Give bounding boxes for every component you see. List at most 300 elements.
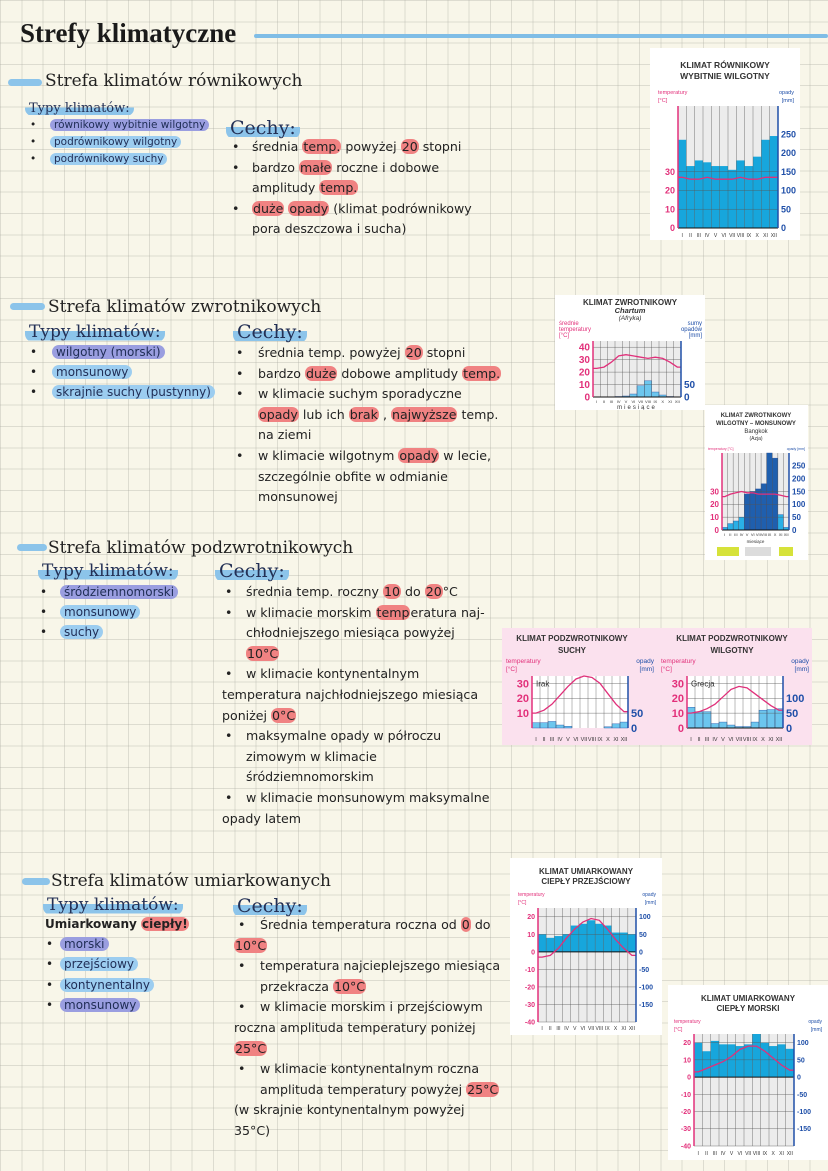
types-list-item bbox=[30, 345, 165, 359]
feature-line bbox=[260, 1082, 499, 1097]
feature-text: temperatura najcieplejszego miesiąca bbox=[260, 958, 501, 974]
precipitation-bar bbox=[703, 162, 711, 228]
precipitation-tick-label: 150 bbox=[781, 166, 797, 177]
types-list-item bbox=[40, 605, 140, 619]
precipitation-tick-label: 0 bbox=[792, 525, 797, 535]
types-list-item bbox=[46, 937, 109, 951]
precipitation-bar bbox=[719, 722, 727, 728]
precipitation-bar bbox=[727, 1044, 735, 1077]
bullet: • bbox=[232, 139, 240, 154]
bullet: • bbox=[225, 790, 233, 805]
feature-line bbox=[232, 160, 439, 175]
title-underline bbox=[254, 34, 828, 38]
precipitation-bar bbox=[728, 524, 734, 530]
feature-highlight: opady bbox=[259, 406, 298, 422]
climate-chart-temperate-transitional bbox=[510, 858, 662, 1035]
types-label: Typy klimatów: bbox=[25, 322, 165, 342]
month-label: V bbox=[721, 737, 725, 743]
x-axis-label: miesiące bbox=[617, 405, 657, 410]
types-list-item bbox=[30, 119, 209, 131]
temperature-tick-label: 30 bbox=[578, 355, 590, 367]
precipitation-axis-label: opady bbox=[642, 892, 656, 898]
temperature-axis-label: temperatury bbox=[518, 892, 545, 898]
types-label: Typy klimatów: bbox=[25, 101, 134, 116]
page-title: Strefy klimatyczne bbox=[20, 18, 237, 48]
precipitation-bar bbox=[628, 934, 636, 952]
feature-highlight: 20 bbox=[405, 345, 422, 360]
precipitation-axis-label: opady bbox=[808, 1019, 822, 1025]
feature-line bbox=[238, 999, 483, 1014]
temperature-tick-label: -20 bbox=[680, 1108, 691, 1116]
feature-text: szczególnie obfite w odmianie bbox=[258, 468, 448, 484]
precipitation-bar bbox=[538, 934, 546, 952]
precipitation-bar bbox=[532, 723, 540, 728]
temperature-axis-label: temperatury bbox=[661, 658, 696, 665]
types-list-item bbox=[46, 998, 140, 1012]
type-name: równikowy wybitnie wilgotny bbox=[50, 119, 209, 131]
precipitation-bar bbox=[637, 386, 644, 397]
features-label: Cechy: bbox=[233, 321, 307, 343]
bullet: • bbox=[46, 977, 54, 992]
feature-text: roczna amplituda temperatury poniżej bbox=[234, 1020, 476, 1035]
feature-text: na ziemi bbox=[258, 427, 312, 443]
month-label: I bbox=[724, 532, 726, 537]
x-axis-label: miesiące bbox=[746, 539, 765, 544]
month-label: I bbox=[690, 737, 692, 743]
temperature-tick-label: 30 bbox=[516, 678, 529, 691]
precipitation-tick-label: 200 bbox=[792, 474, 806, 484]
feature-text: amplitudy bbox=[252, 180, 320, 196]
month-label: VI bbox=[728, 737, 734, 743]
feature-text: zimowym w klimacie bbox=[246, 748, 377, 764]
month-label: II bbox=[542, 737, 546, 743]
month-label: VIII bbox=[760, 532, 767, 537]
climate-chart-temperate-maritime bbox=[668, 985, 828, 1160]
feature-highlight: 0 bbox=[461, 917, 470, 932]
chart-title: KLIMAT RÓWNIKOWY bbox=[680, 60, 770, 70]
feature-text: powyżej bbox=[341, 139, 401, 154]
month-label: VII bbox=[588, 1026, 595, 1032]
temperature-tick-label: 0 bbox=[714, 525, 719, 535]
precipitation-axis-label: [mm] bbox=[688, 333, 702, 339]
section-heading: Strefa klimatów umiarkowanych bbox=[51, 871, 331, 891]
precipitation-bar bbox=[767, 710, 775, 728]
climate-chart-tropical-monsoon-bangkok bbox=[705, 405, 808, 560]
temperature-axis-label: temperatury bbox=[506, 658, 541, 665]
temperature-tick-label: 30 bbox=[710, 487, 719, 497]
feature-text: amplituda temperatury powyżej bbox=[260, 1081, 467, 1097]
month-label: XII bbox=[783, 532, 789, 537]
month-label: III bbox=[704, 737, 710, 743]
types-list-item bbox=[30, 136, 181, 148]
feature-text: w klimacie kontynentalnym roczna bbox=[260, 1061, 480, 1077]
month-label: XI bbox=[779, 1151, 784, 1157]
month-label: VI bbox=[737, 1151, 743, 1157]
bullet: • bbox=[40, 585, 48, 599]
temperature-tick-label: 20 bbox=[664, 185, 675, 196]
temperature-tick-label: 0 bbox=[669, 223, 675, 234]
feature-highlight: temp bbox=[376, 604, 410, 620]
month-label: IV bbox=[739, 532, 744, 537]
feature-text: opady latem bbox=[222, 810, 302, 826]
month-label: II bbox=[689, 233, 692, 239]
precipitation-tick-label: 50 bbox=[792, 512, 801, 522]
precipitation-tick-label: 100 bbox=[639, 914, 651, 922]
month-label: XI bbox=[768, 737, 774, 743]
precipitation-bar bbox=[739, 517, 745, 530]
month-label: XII bbox=[628, 1026, 635, 1032]
month-label: IV bbox=[564, 1026, 569, 1032]
month-label: VI bbox=[721, 233, 727, 239]
temperature-axis-label: temperatury bbox=[559, 327, 592, 333]
month-label: IV bbox=[720, 1151, 726, 1157]
feature-highlight: 10°C bbox=[333, 978, 366, 994]
precipitation-axis-label: opady bbox=[791, 658, 809, 665]
feature-text: °C bbox=[442, 584, 458, 599]
section-heading: Strefa klimatów podzwrotnikowych bbox=[48, 538, 354, 558]
precipitation-axis-label: [mm] bbox=[810, 1027, 822, 1033]
type-name: podrównikowy wilgotny bbox=[50, 136, 181, 148]
month-label: VI bbox=[580, 1026, 586, 1032]
precipitation-bar bbox=[778, 515, 784, 530]
feature-text: w lecie, bbox=[439, 448, 492, 463]
chart-subtitle: Chartum bbox=[614, 306, 646, 315]
chart-title: SUCHY bbox=[557, 646, 587, 655]
feature-line bbox=[236, 366, 501, 381]
precipitation-bar bbox=[587, 920, 595, 952]
precipitation-tick-label: 250 bbox=[792, 461, 806, 471]
chart-title: KLIMAT PODZWROTNIKOWY bbox=[676, 634, 788, 643]
precipitation-bar bbox=[548, 721, 556, 728]
precipitation-bar bbox=[678, 140, 686, 228]
features-label: Cechy: bbox=[233, 895, 307, 917]
month-label: VI bbox=[750, 532, 755, 537]
type-name: monsunowy bbox=[60, 605, 140, 619]
feature-highlight: opady bbox=[399, 448, 439, 463]
precipitation-bar bbox=[756, 489, 762, 530]
precipitation-tick-label: -50 bbox=[639, 966, 650, 974]
month-label: IV bbox=[712, 737, 718, 743]
types-list-item bbox=[40, 625, 103, 639]
feature-text: średnia temp. powyżej bbox=[258, 345, 405, 360]
precipitation-bar bbox=[604, 727, 612, 728]
month-label: II bbox=[697, 737, 701, 743]
feature-highlight: 20 bbox=[425, 584, 442, 599]
type-name: monsunowy bbox=[52, 365, 132, 379]
month-label: X bbox=[613, 1026, 618, 1032]
precipitation-axis-label: [mm] bbox=[794, 666, 809, 673]
bullet: • bbox=[225, 728, 233, 744]
types-list-item bbox=[46, 957, 138, 971]
feature-line bbox=[225, 790, 489, 805]
feature-highlight: temp. bbox=[303, 139, 341, 154]
month-label: XII bbox=[674, 399, 680, 404]
temperature-tick-label: 10 bbox=[516, 707, 529, 720]
month-label: IV bbox=[704, 233, 710, 239]
feature-text: temperatura najchłodniejszego miesiąca bbox=[222, 687, 479, 702]
month-label: VI bbox=[631, 399, 636, 404]
legend-wet-season bbox=[745, 547, 771, 556]
type-name: śródziemnomorski bbox=[60, 585, 178, 599]
month-label: VIII bbox=[736, 233, 745, 239]
precipitation-axis-label: opady bbox=[779, 90, 794, 96]
type-name: wilgotny (morski) bbox=[52, 345, 165, 359]
temperature-tick-label: 10 bbox=[683, 1057, 691, 1065]
temperature-tick-label: 20 bbox=[516, 693, 529, 706]
legend-dry-season bbox=[779, 547, 793, 556]
feature-highlight: 25°C bbox=[467, 1081, 499, 1097]
month-label: III bbox=[696, 233, 701, 239]
feature-line bbox=[234, 1020, 476, 1035]
temperature-tick-label: 10 bbox=[664, 204, 675, 215]
temperature-axis-label: temperatury bbox=[674, 1019, 701, 1025]
feature-text: bardzo bbox=[252, 159, 299, 175]
temperature-tick-label: 0 bbox=[687, 1074, 691, 1082]
climate-chart-subtropical-humid bbox=[657, 628, 812, 745]
precipitation-tick-label: 50 bbox=[781, 204, 792, 215]
month-label: V bbox=[729, 1151, 734, 1157]
bullet: • bbox=[236, 448, 244, 463]
precipitation-tick-label: 50 bbox=[639, 931, 647, 939]
feature-highlight: najwyższe bbox=[391, 406, 457, 422]
features-label: Cechy: bbox=[215, 560, 289, 582]
precipitation-bar bbox=[564, 726, 572, 728]
precipitation-tick-label: 50 bbox=[786, 707, 799, 720]
feature-text: poniżej bbox=[222, 707, 272, 723]
bullet: • bbox=[238, 917, 246, 932]
month-label: X bbox=[606, 737, 610, 743]
feature-text: stopni bbox=[418, 139, 462, 154]
temperature-tick-label: -10 bbox=[680, 1091, 691, 1099]
temperature-tick-label: 0 bbox=[531, 949, 535, 957]
temperature-axis-label: temperatury bbox=[658, 90, 688, 96]
subtype-heading bbox=[45, 917, 189, 931]
month-label: VII bbox=[745, 1151, 752, 1157]
temperature-axis-label: [°C] bbox=[506, 666, 517, 673]
precipitation-bar bbox=[720, 166, 728, 228]
feature-text: w klimacie kontynentalnym bbox=[246, 666, 420, 682]
bullet: • bbox=[225, 584, 233, 599]
feature-line bbox=[252, 180, 358, 195]
month-label: XI bbox=[668, 399, 672, 404]
feature-text: lub ich bbox=[298, 406, 349, 422]
feature-line bbox=[234, 938, 267, 953]
month-label: XII bbox=[786, 1151, 793, 1157]
section-heading: Strefa klimatów równikowych bbox=[45, 71, 303, 91]
feature-highlight: 10°C bbox=[247, 645, 279, 661]
temperature-tick-label: 10 bbox=[710, 512, 719, 522]
precipitation-axis-label: opadów bbox=[680, 327, 702, 333]
precipitation-bar bbox=[644, 381, 651, 397]
precipitation-tick-label: 100 bbox=[797, 1040, 809, 1048]
section-marker bbox=[17, 544, 47, 551]
temperature-tick-label: 20 bbox=[671, 693, 684, 706]
precipitation-tick-label: 150 bbox=[792, 487, 806, 497]
bullet: • bbox=[236, 386, 244, 402]
chart-title: WILGOTNY – MONSUNOWY bbox=[716, 421, 796, 427]
temperature-tick-label: 20 bbox=[578, 367, 590, 379]
precipitation-tick-label: -150 bbox=[797, 1126, 812, 1134]
precipitation-bar bbox=[745, 166, 753, 228]
temperature-axis-label: temperatury [°C] bbox=[708, 447, 734, 451]
month-label: VII bbox=[755, 532, 761, 537]
month-label: III bbox=[712, 1151, 717, 1157]
precipitation-bar bbox=[703, 712, 711, 728]
month-label: II bbox=[729, 532, 732, 537]
feature-highlight: temp. bbox=[320, 180, 358, 196]
precipitation-bar bbox=[687, 707, 695, 728]
precipitation-axis-label: [mm] bbox=[644, 900, 656, 906]
chart-title: CIEPŁY MORSKI bbox=[716, 1004, 780, 1013]
month-label: I bbox=[697, 1151, 699, 1157]
chart-subtitle: Bangkok bbox=[744, 429, 768, 435]
precipitation-tick-label: 0 bbox=[639, 949, 643, 957]
month-label: I bbox=[541, 1026, 543, 1032]
month-label: XII bbox=[620, 737, 628, 743]
bullet: • bbox=[236, 345, 244, 360]
month-label: V bbox=[566, 737, 570, 743]
precipitation-tick-label: 200 bbox=[781, 148, 797, 159]
bullet: • bbox=[238, 1061, 246, 1077]
precipitation-tick-label: -100 bbox=[639, 984, 654, 992]
precipitation-bar bbox=[733, 521, 739, 530]
feature-line bbox=[234, 1041, 267, 1056]
precipitation-bar bbox=[686, 166, 694, 228]
precipitation-bar bbox=[777, 1044, 785, 1077]
bullet: • bbox=[30, 153, 37, 165]
precipitation-tick-label: 100 bbox=[786, 693, 805, 706]
section-marker bbox=[10, 303, 45, 310]
climate-chart-tropical-khartoum bbox=[555, 295, 705, 410]
feature-line bbox=[234, 1123, 270, 1138]
precipitation-bar bbox=[711, 724, 719, 728]
feature-text: w klimacie wilgotnym bbox=[258, 448, 399, 463]
temperature-tick-label: 20 bbox=[710, 500, 719, 510]
precipitation-tick-label: 0 bbox=[786, 722, 793, 735]
temperature-tick-label: -30 bbox=[524, 1001, 535, 1009]
section-marker bbox=[8, 79, 42, 86]
temperature-tick-label: -40 bbox=[524, 1019, 535, 1027]
chart-title: KLIMAT ZWROTNIKOWY bbox=[582, 298, 678, 307]
precipitation-axis-label: [mm] bbox=[781, 98, 794, 104]
feature-line bbox=[222, 811, 301, 826]
bullet: • bbox=[46, 937, 54, 951]
feature-text: w klimacie morskim i przejściowym bbox=[260, 999, 483, 1015]
feature-line bbox=[225, 605, 485, 620]
precipitation-bar bbox=[750, 492, 756, 531]
month-label: V bbox=[573, 1026, 577, 1032]
temperature-axis-label: [°C] bbox=[559, 333, 570, 339]
month-label: I bbox=[596, 399, 598, 404]
feature-line bbox=[246, 749, 377, 764]
feature-text: pora deszczowa i sucha) bbox=[252, 221, 407, 237]
feature-text: do bbox=[400, 584, 425, 599]
feature-line bbox=[236, 345, 465, 360]
feature-text: stopni bbox=[422, 345, 466, 360]
temperature-tick-label: 30 bbox=[671, 678, 684, 691]
feature-highlight: brak bbox=[349, 406, 378, 422]
type-name: przejściowy bbox=[60, 957, 138, 971]
subtype-text: Umiarkowany bbox=[45, 917, 142, 931]
temperature-tick-label: 10 bbox=[671, 707, 684, 720]
chart-title: KLIMAT PODZWROTNIKOWY bbox=[516, 634, 628, 643]
precipitation-bar bbox=[711, 1041, 719, 1077]
precipitation-axis-label: opady [mm] bbox=[786, 447, 805, 451]
feature-text: temp. bbox=[457, 406, 499, 422]
feature-line bbox=[258, 469, 448, 484]
precipitation-bar bbox=[719, 1044, 727, 1077]
feature-line bbox=[258, 427, 311, 442]
month-label: VII bbox=[580, 737, 588, 743]
chart-title: CIEPŁY PRZEJŚCIOWY bbox=[541, 877, 631, 886]
precipitation-bar bbox=[595, 924, 603, 952]
bullet: • bbox=[46, 957, 54, 972]
month-label: X bbox=[773, 532, 777, 537]
month-label: IX bbox=[762, 1151, 768, 1157]
precipitation-bar bbox=[753, 157, 761, 228]
temperature-tick-label: -40 bbox=[680, 1143, 691, 1151]
type-name: monsunowy bbox=[60, 998, 140, 1012]
precipitation-bar bbox=[652, 392, 659, 397]
feature-text: chłodniejszego miesiąca powyżej bbox=[246, 625, 455, 641]
type-name: skrajnie suchy (pustynny) bbox=[52, 385, 215, 399]
feature-text: w klimacie morskim bbox=[246, 604, 376, 620]
types-label: Typy klimatów: bbox=[38, 561, 178, 581]
precipitation-tick-label: 50 bbox=[684, 380, 696, 392]
feature-line bbox=[222, 687, 478, 702]
bullet: • bbox=[46, 997, 54, 1012]
month-label: III bbox=[734, 532, 738, 537]
feature-line bbox=[236, 448, 491, 463]
month-label: X bbox=[761, 737, 765, 743]
feature-line bbox=[246, 625, 455, 640]
feature-text: w klimacie suchym sporadyczne bbox=[258, 386, 462, 402]
precipitation-bar bbox=[744, 494, 750, 530]
precipitation-bar bbox=[556, 725, 564, 728]
types-list-item bbox=[46, 978, 154, 992]
chart-title: KLIMAT UMIARKOWANY bbox=[538, 867, 634, 876]
month-label: IX bbox=[752, 737, 758, 743]
feature-text: eratura naj- bbox=[410, 604, 485, 620]
feature-highlight: opady bbox=[289, 200, 329, 216]
precipitation-bar bbox=[620, 722, 628, 728]
feature-line bbox=[232, 201, 472, 216]
precipitation-tick-label: -100 bbox=[797, 1108, 812, 1116]
precipitation-tick-label: -50 bbox=[797, 1091, 808, 1099]
precipitation-axis-label: [mm] bbox=[639, 666, 654, 673]
month-label: X bbox=[771, 1151, 775, 1157]
month-label: IV bbox=[616, 399, 621, 404]
bullet: • bbox=[225, 666, 233, 682]
precipitation-bar bbox=[761, 140, 769, 228]
types-list-item bbox=[30, 365, 132, 379]
feature-text: (klimat podrównikowy bbox=[329, 200, 472, 216]
precipitation-bar bbox=[612, 724, 620, 728]
feature-text: do bbox=[470, 917, 491, 932]
location-label: Grecja bbox=[691, 679, 715, 689]
month-label: III bbox=[609, 399, 614, 404]
precipitation-tick-label: 100 bbox=[781, 185, 797, 196]
types-list-item bbox=[40, 585, 178, 599]
feature-line bbox=[234, 1102, 465, 1117]
feature-text: śródziemnomorskim bbox=[246, 769, 374, 785]
precipitation-bar bbox=[711, 166, 719, 228]
month-label: I bbox=[535, 737, 537, 743]
month-label: III bbox=[556, 1026, 561, 1032]
month-label: VII bbox=[638, 399, 644, 404]
chart-title: WYBITNIE WILGOTNY bbox=[680, 71, 770, 81]
types-list-item bbox=[30, 385, 215, 399]
